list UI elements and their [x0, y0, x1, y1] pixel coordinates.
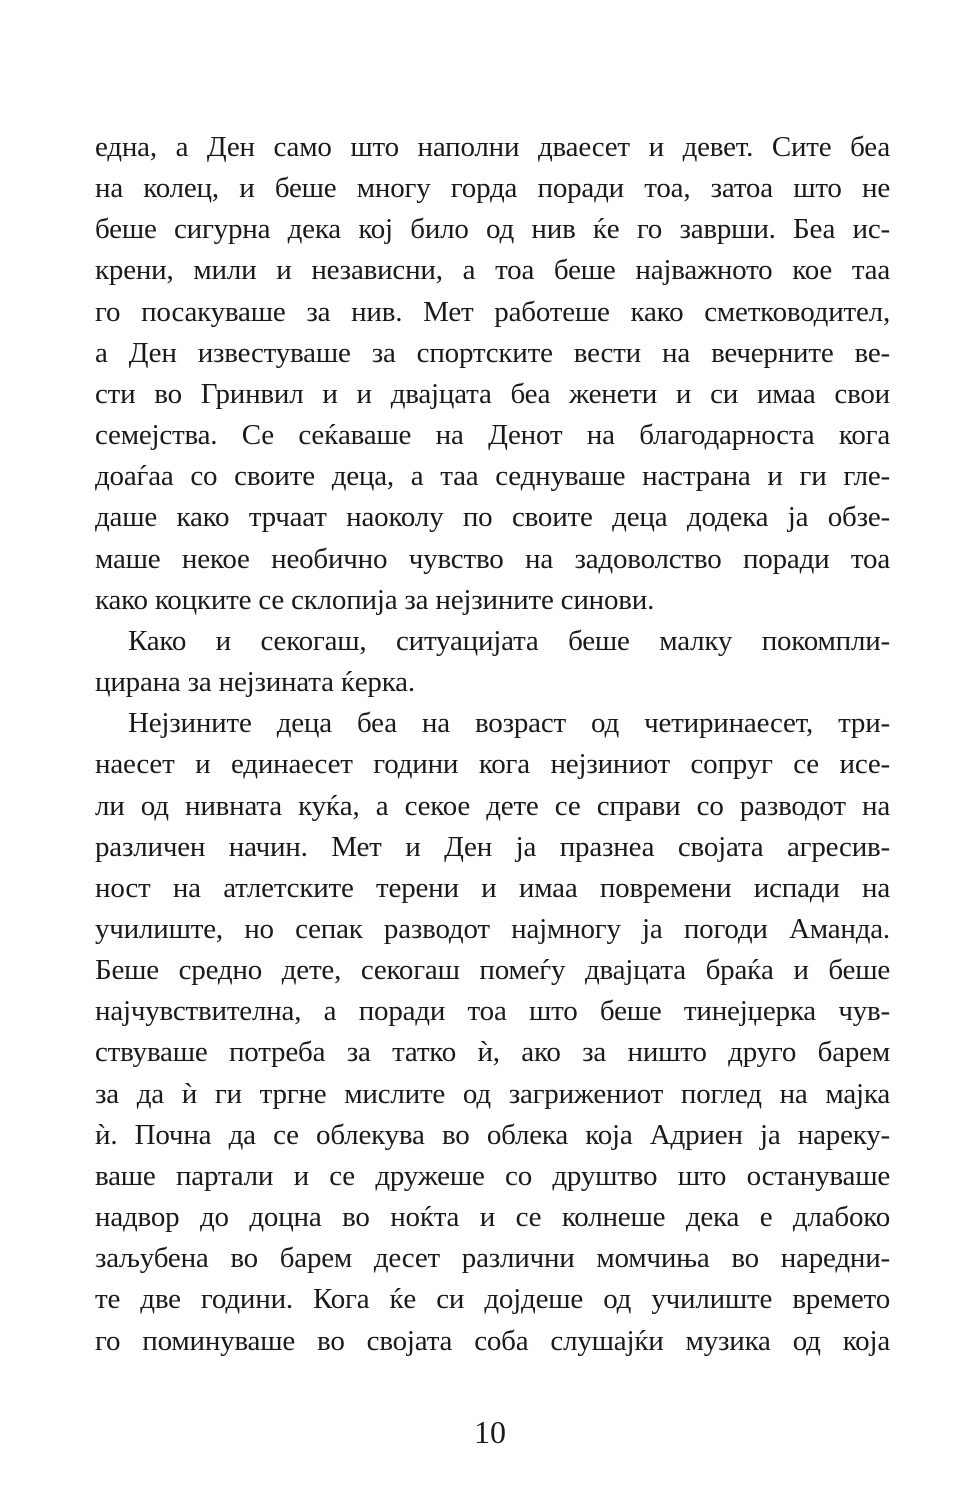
text-line: сти во Гринвил и и двајцата беа женети и си имаа свои	[95, 377, 890, 410]
text-line: најчувствителна, а поради тоа што беше тинејџерка чув-	[95, 995, 890, 1028]
text-line: го поминуваше во својата соба слушајќи музика од која	[95, 1324, 890, 1357]
text-line: заљубена во барем десет различни момчиња во наредни-	[95, 1242, 890, 1275]
body-text	[95, 127, 890, 1362]
text-line: наесет и единаесет години кога нејзиниот сопруг се исе-	[95, 748, 890, 781]
text-line: маше некое необично чувство на задоволство поради тоа	[95, 542, 890, 575]
text-line-paragraph-start: Нејзините деца беа на возраст од четиринаесет, три-	[128, 707, 890, 740]
text-line: ваше партали и се дружеше со друштво што остануваше	[95, 1159, 890, 1192]
text-line: за да ѝ ги тргне мислите од загрижениот поглед на мајка	[95, 1077, 890, 1110]
text-line: ли од нивната куќа, а секое дете се справи со разводот на	[95, 789, 890, 822]
text-line: те две години. Кога ќе си дојдеше од училиште времето	[95, 1283, 890, 1316]
text-line-paragraph-end: цирана за нејзината ќерка.	[95, 666, 415, 699]
text-line: семејства. Се сеќаваше на Денот на благодарноста кога	[95, 419, 890, 452]
text-line: ствуваше потреба за татко ѝ, ако за ништо друго барем	[95, 1036, 890, 1069]
text-line: една, а Ден само што наполни дваесет и девет. Сите беа	[95, 131, 890, 163]
text-line: ност на атлетските терени и имаа повремени испади на	[95, 871, 890, 904]
page-number: 10	[474, 1414, 506, 1450]
text-line: Беше средно дете, секогаш помеѓу двајцата браќа и беше	[95, 954, 890, 987]
text-line: а Ден известуваше за спортските вести на вечерните ве-	[95, 336, 890, 369]
text-line: различен начин. Мет и Ден ја празнеа својата агресив-	[95, 830, 890, 863]
text-line: ѝ. Почна да се облекува во облека која Адриен ја нареку-	[95, 1118, 890, 1151]
text-line: доаѓаа со своите деца, а таа седнуваше настрана и ги гле-	[95, 460, 890, 493]
text-line: крени, мили и независни, а тоа беше најважното кое таа	[95, 254, 890, 287]
text-line: надвор до доцна во ноќта и се колнеше дека е длабоко	[95, 1201, 890, 1234]
text-line: го посакуваше за нив. Мет работеше како сметководител,	[95, 295, 890, 328]
text-line: беше сигурна дека кој било од нив ќе го заврши. Беа ис-	[95, 213, 890, 246]
text-line: училиште, но сепак разводот најмногу ја погоди Аманда.	[95, 912, 890, 945]
text-line-paragraph-start: Како и секогаш, ситуацијата беше малку покомпли-	[128, 624, 890, 657]
text-line: даше како трчаат наоколу по своите деца додека ја обзе-	[95, 501, 890, 534]
text-line: на колец, и беше многу горда поради тоа, затоа што не	[95, 172, 890, 205]
text-line-paragraph-end: како коцките се склопија за нејзините синови.	[95, 583, 655, 616]
